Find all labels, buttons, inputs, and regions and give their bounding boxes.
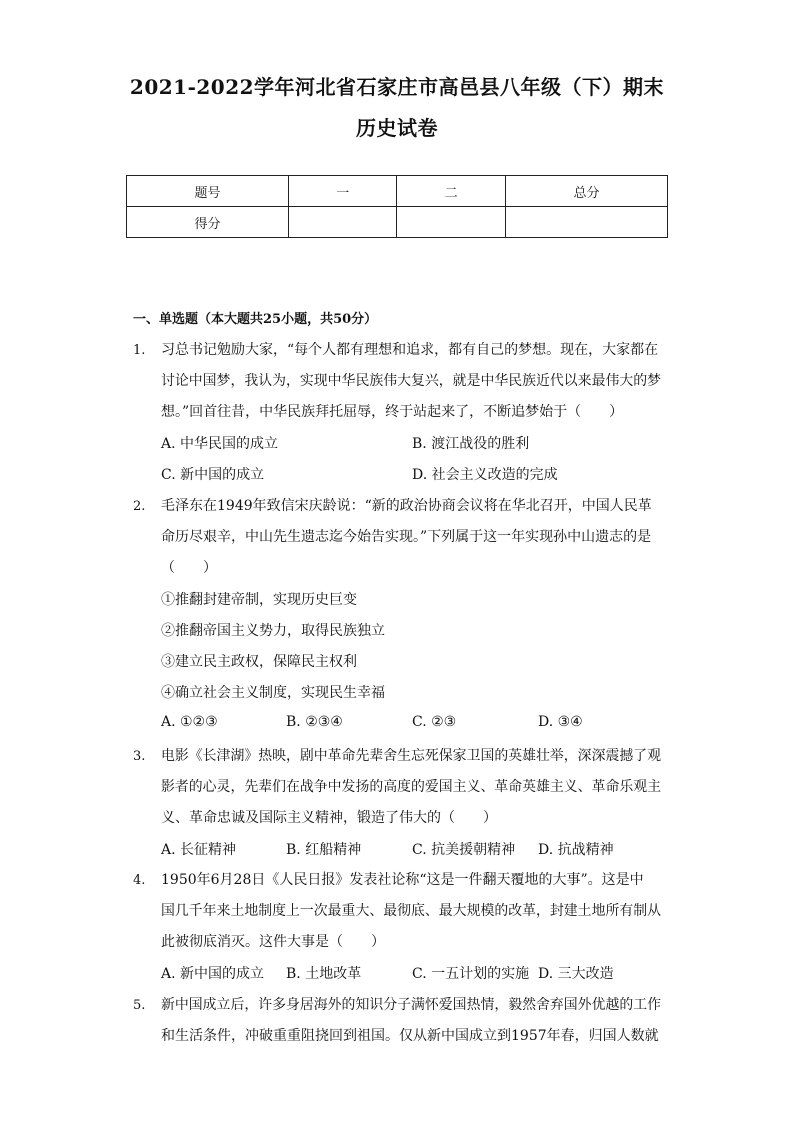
question-text-line: 电影《长津湖》热映，剧中革命先辈舍生忘死保家卫国的英雄壮举，深深震撼了观 <box>161 748 662 764</box>
answer-option: A. 新中国的成立 <box>161 966 265 982</box>
question-text-line: 命历尽艰辛，中山先生遗志迄今始告实现。”下列属于这一年实现孙中山遗志的是 <box>161 529 652 545</box>
statement-item: ②推翻帝国主义势力，取得民族独立 <box>161 623 385 639</box>
score-table <box>126 175 668 238</box>
answer-option: D. ③④ <box>538 714 583 730</box>
score-row-label: 得分 <box>127 207 289 238</box>
answer-option: A. ①②③ <box>161 714 218 730</box>
question-text-line: 此被彻底消灭。这件大事是（ ） <box>161 934 385 950</box>
question-text-line: 习总书记勉励大家，“每个人都有理想和追求，都有自己的梦想。现在，大家都在 <box>161 342 659 358</box>
score-header-cell: 总分 <box>505 176 667 207</box>
score-table-header-row <box>127 176 668 207</box>
statement-item: ①推翻封建帝制，实现历史巨变 <box>161 592 357 608</box>
score-cell <box>289 207 397 238</box>
doc-title-line2: 历史试卷 <box>356 116 438 140</box>
question-text-line: 义、革命忠诚及国际主义精神，锻造了伟大的（ ） <box>161 810 497 826</box>
answer-option: C. 抗美援朝精神 <box>412 842 516 858</box>
question-text-line: 影者的心灵，先辈们在战争中发扬的高度的爱国主义、革命英雄主义、革命乐观主 <box>161 779 662 795</box>
answer-option: D. 抗战精神 <box>538 842 614 858</box>
score-header-cell: 二 <box>397 176 505 207</box>
question-text-line: 1950年6月28日《人民日报》发表社论称“这是一件翻天覆地的大事”。这是中 <box>161 872 644 888</box>
question-number: 5. <box>133 998 146 1013</box>
question-text-line: 毛泽东在1949年致信宋庆龄说：“新的政治协商会议将在华北召开，中国人民革 <box>161 498 652 514</box>
section-heading: 一、单选题（本大题共25小题，共50分） <box>133 312 378 327</box>
question-text-line: 讨论中国梦，我认为，实现中华民族伟大复兴，就是中华民族近代以来最伟大的梦 <box>161 373 662 389</box>
statement-item: ④确立社会主义制度，实现民生幸福 <box>161 685 385 701</box>
score-cell <box>505 207 667 238</box>
statement-item: ③建立民主政权，保障民主权利 <box>161 654 357 670</box>
question-number: 4. <box>133 873 146 888</box>
score-header-cell: 题号 <box>127 176 289 207</box>
doc-title-line1: 2021-2022学年河北省石家庄市高邑县八年级（下）期末 <box>129 75 665 99</box>
answer-option: C. 新中国的成立 <box>161 467 265 483</box>
question-text-line: 想。”回首往昔，中华民族拜托屈辱，终于站起来了，不断追梦始于（ ） <box>161 404 624 420</box>
question-text-line: 和生活条件，冲破重重阻挠回到祖国。仅从新中国成立到1957年春，归国人数就 <box>161 1028 659 1044</box>
answer-option: D. 社会主义改造的完成 <box>412 467 558 483</box>
question-text-line: 新中国成立后，许多身居海外的知识分子满怀爱国热情，毅然舍弃国外优越的工作 <box>161 997 662 1013</box>
answer-option: B. 渡江战役的胜利 <box>412 436 530 452</box>
question-text-line: （ ） <box>161 560 217 576</box>
score-table-score-row <box>127 207 668 238</box>
answer-option: B. 土地改革 <box>286 966 362 982</box>
question-number: 2. <box>133 499 146 514</box>
answer-option: A. 中华民国的成立 <box>161 436 279 452</box>
score-header-cell: 一 <box>289 176 397 207</box>
question-number: 3. <box>133 749 146 764</box>
score-cell <box>397 207 505 238</box>
answer-option: C. 一五计划的实施 <box>412 966 530 982</box>
answer-option: D. 三大改造 <box>538 966 614 982</box>
answer-option: B. ②③④ <box>286 714 343 730</box>
answer-option: B. 红船精神 <box>286 842 362 858</box>
answer-option: A. 长征精神 <box>161 842 237 858</box>
question-text-line: 国几千年来土地制度上一次最重大、最彻底、最大规模的改革，封建土地所有制从 <box>161 903 662 919</box>
answer-option: C. ②③ <box>412 714 457 730</box>
question-number: 1. <box>133 343 146 358</box>
